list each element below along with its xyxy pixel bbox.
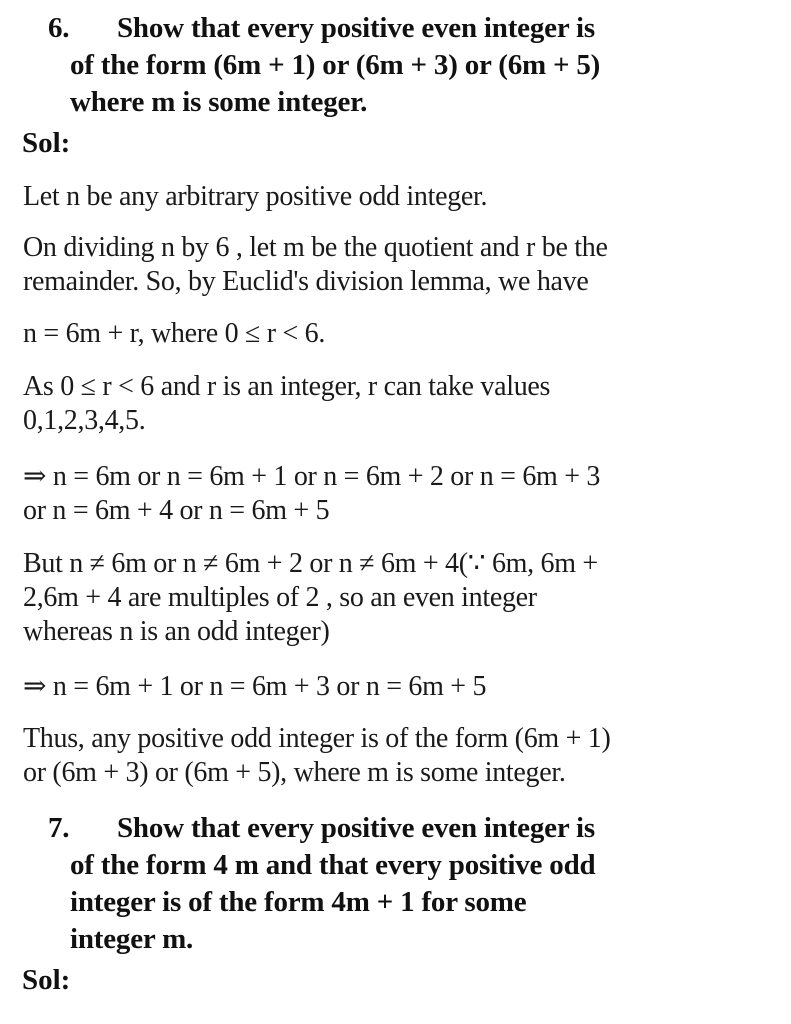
- solution-paragraph: As 0 ≤ r < 6 and r is an integer, r can take values 0,1,2,3,4,5.: [23, 371, 551, 436]
- question-6: [48, 10, 770, 121]
- question-line: integer is of the form 4m + 1 for some: [70, 886, 527, 918]
- question-number: 7.: [48, 812, 70, 844]
- solution-label: Sol:: [22, 127, 71, 159]
- question-number: 6.: [48, 12, 70, 44]
- solution-paragraph: ⇒ n = 6m or n = 6m + 1 or n = 6m + 2 or n = 6m + 3 or n = 6m + 4 or n = 6m + 5: [23, 461, 601, 526]
- question-line: integer m.: [70, 923, 194, 955]
- question-line: of the form 4 m and that every positive odd: [70, 849, 596, 881]
- question-7: [48, 810, 770, 958]
- solution-label: Sol:: [22, 964, 71, 996]
- solution-paragraph: ⇒ n = 6m + 1 or n = 6m + 3 or n = 6m + 5: [23, 671, 487, 702]
- question-line: Show that every positive even integer is: [117, 12, 595, 44]
- solution-paragraph: Thus, any positive odd integer is of the form (6m + 1) or (6m + 3) or (6m + 5), where m is some integer.: [23, 723, 611, 788]
- question-line: where m is some integer.: [70, 86, 368, 118]
- question-line: Show that every positive even integer is: [117, 812, 595, 844]
- question-line: of the form (6m + 1) or (6m + 3) or (6m + 5): [70, 49, 601, 81]
- solution-paragraph: But n ≠ 6m or n ≠ 6m + 2 or n ≠ 6m + 4(∵ 6m, 6m + 2,6m + 4 are multiples of 2 , so an even integer whereas n is an odd integer): [23, 548, 598, 647]
- solution-paragraph: On dividing n by 6 , let m be the quotient and r be the remainder. So, by Euclid's division lemma, we have: [23, 232, 608, 297]
- solution-paragraph: Let n be any arbitrary positive odd integer.: [23, 181, 488, 212]
- solution-paragraph: n = 6m + r, where 0 ≤ r < 6.: [23, 318, 326, 349]
